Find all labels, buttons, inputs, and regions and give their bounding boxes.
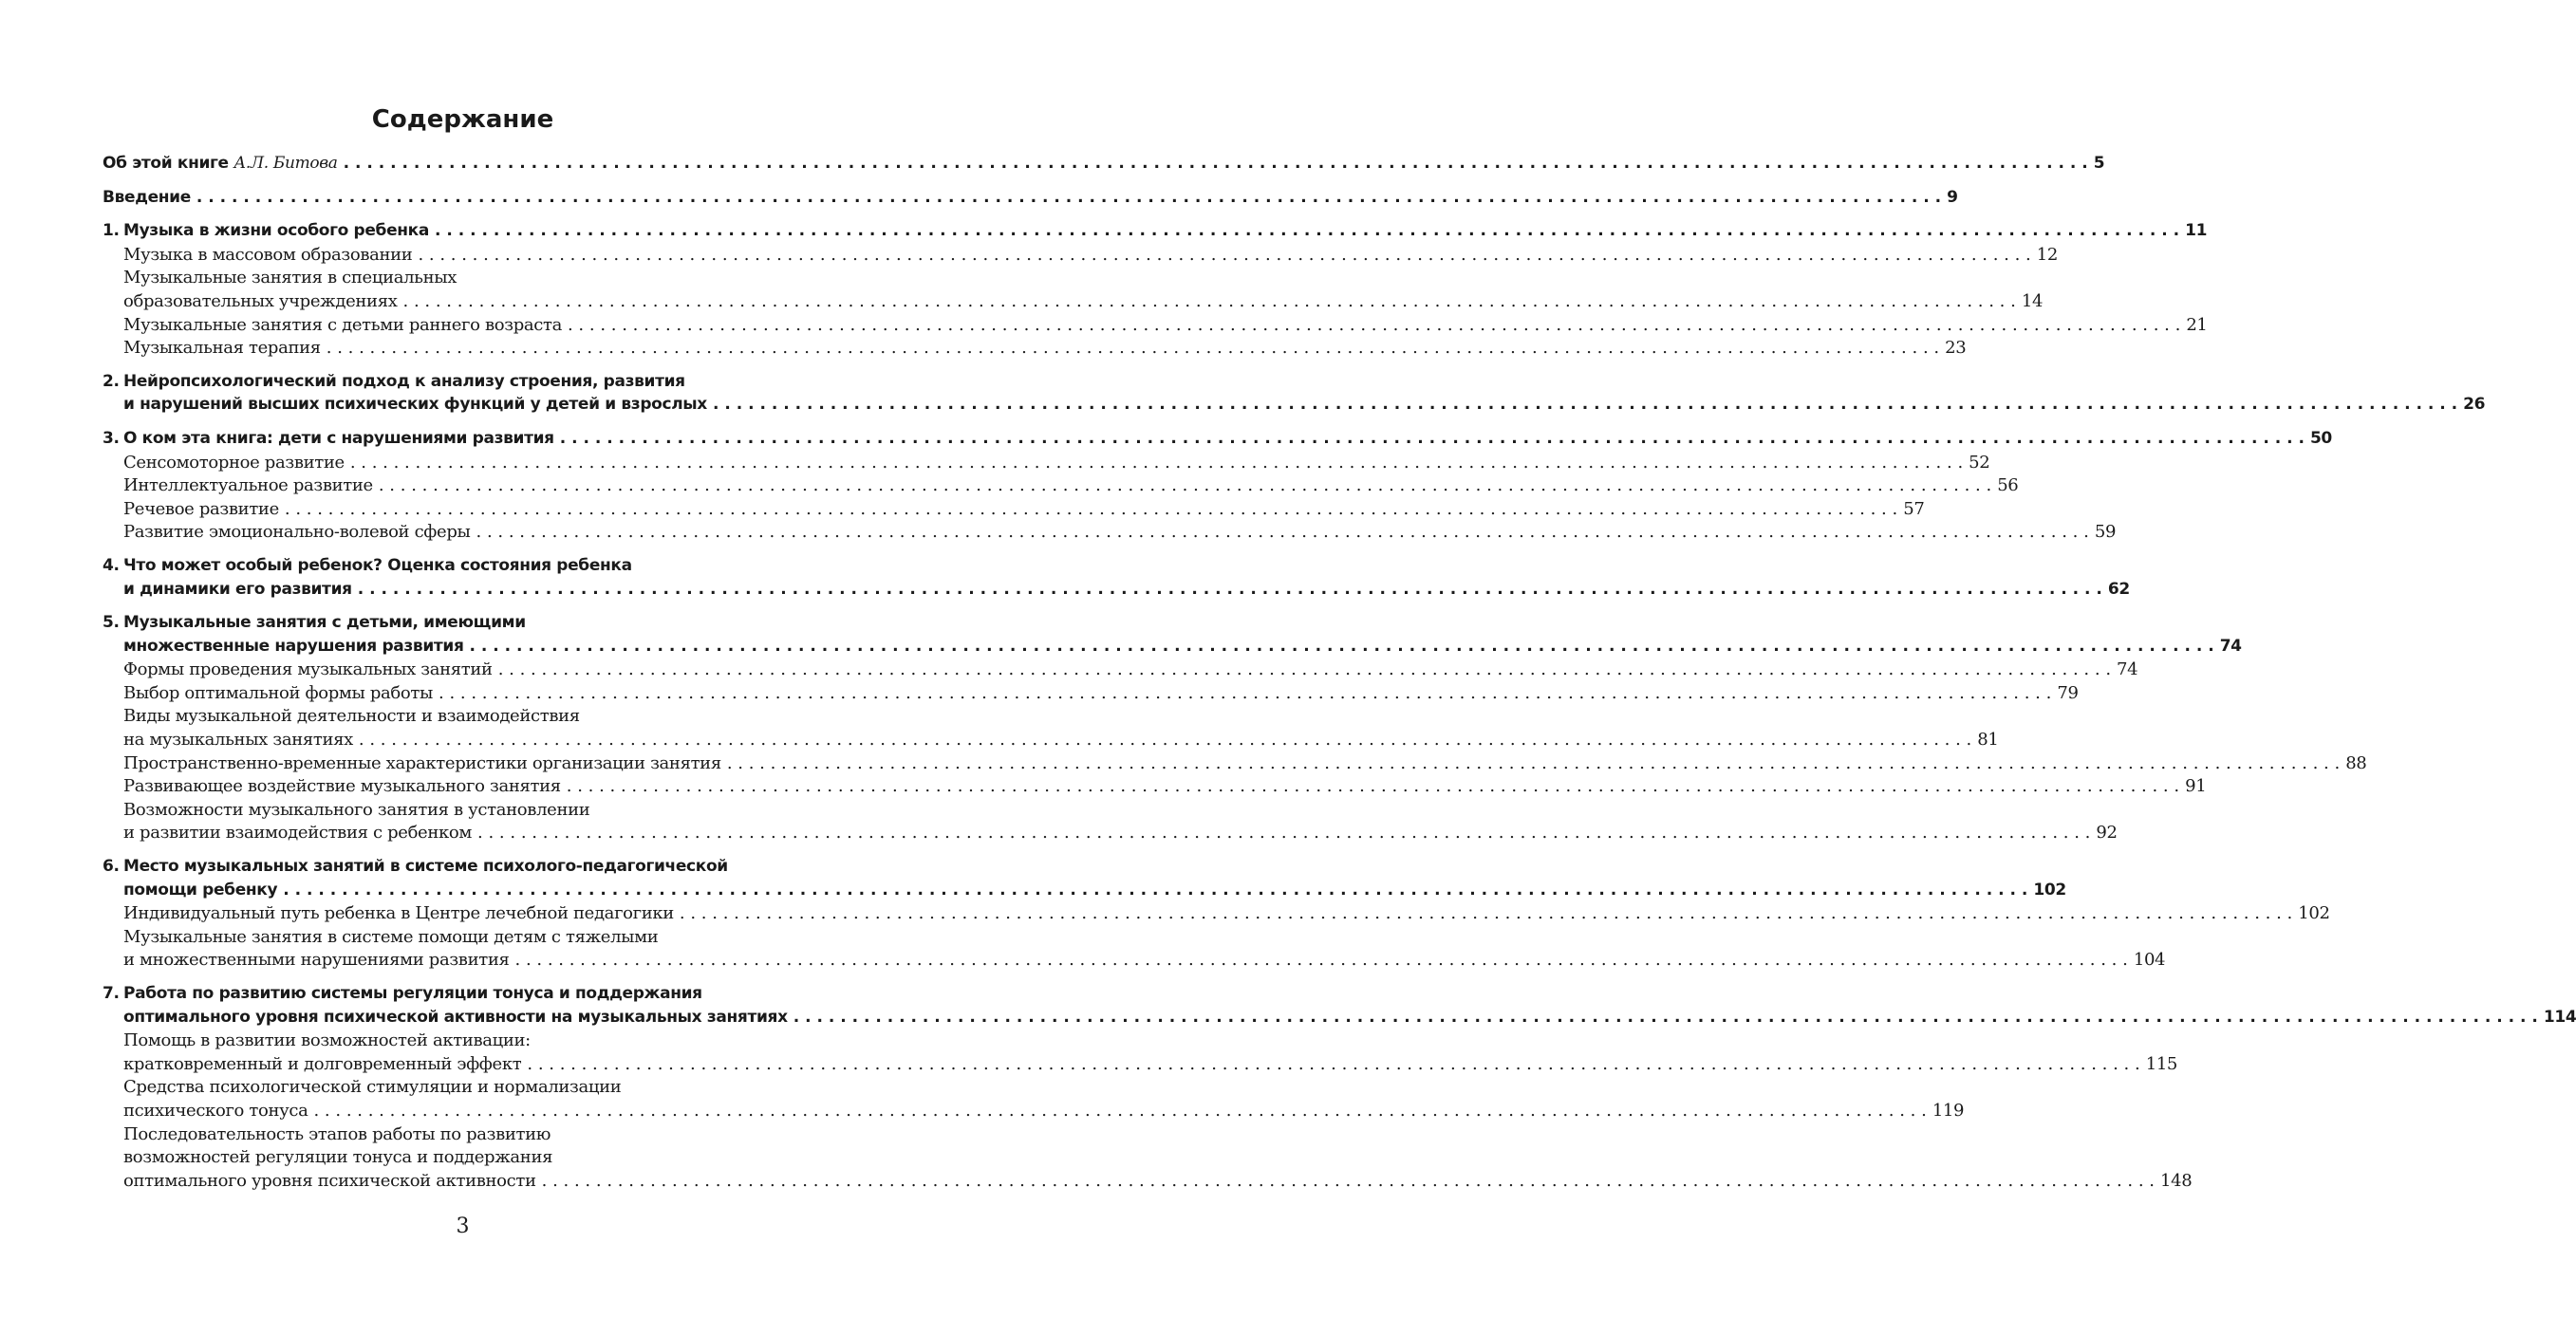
dot-leader: [338, 154, 2094, 173]
entry-text: Музыка в массовом образовании: [123, 244, 413, 265]
toc-entry-title: [123, 453, 345, 473]
toc-subsection-line: [103, 290, 2044, 315]
page-ref: 50: [2309, 428, 2332, 448]
toc-subsection-line: [103, 1100, 1965, 1124]
toc-entry-title: [123, 221, 429, 240]
toc-entry-title: [103, 188, 191, 207]
entry-text: на музыкальных занятиях: [123, 730, 353, 751]
entry-text: Музыкальные занятия в системе помощи детям с тяжелыми: [123, 926, 659, 947]
toc-entry-title: [123, 903, 674, 923]
page-ref: 21: [2186, 314, 2208, 335]
page-ref: 115: [2145, 1053, 2178, 1074]
toc-chapter-line: [103, 428, 2332, 453]
toc-subsection-line: [103, 452, 1990, 476]
toc-entry-title: [123, 730, 353, 750]
dot-leader: [373, 475, 1997, 495]
entry-text: и динамики его развития: [123, 579, 352, 599]
toc-entry-title: [123, 776, 561, 796]
dot-leader: [308, 1101, 1932, 1121]
chapter-number: 4.: [103, 555, 120, 575]
entry-text: возможностей регуляции тонуса и поддержания: [123, 1147, 553, 1168]
toc-subsection-line: [103, 268, 812, 291]
entry-text: Возможности музыкального занятия в установлении: [123, 799, 590, 820]
toc-subsection-line: [103, 903, 2330, 927]
dot-leader: [510, 950, 2134, 970]
toc-entry-title: [123, 580, 352, 599]
toc-chapter-line: [103, 221, 2208, 245]
toc-chapter-line: [103, 556, 812, 580]
toc-subsection-line: [103, 1053, 2178, 1078]
entry-text: Последовательность этапов работы по развитию: [123, 1123, 551, 1144]
entry-text: Об этой книге: [103, 154, 234, 173]
entry-text: психического тонуса: [123, 1100, 308, 1121]
dot-leader: [562, 315, 2186, 335]
toc-subsection-line: [103, 498, 1925, 523]
entry-text: и развитии взаимодействия с ребенком: [123, 823, 473, 844]
entry-text: Речевое развитие: [123, 498, 279, 519]
toc-subsection-line: [103, 706, 812, 730]
toc-chapter-line: [103, 636, 2242, 660]
entry-text: помощи ребенку: [123, 880, 278, 900]
chapter-number: 7.: [103, 984, 120, 1003]
toc-section: [103, 857, 2330, 974]
page-ref: 114: [2543, 1007, 2576, 1027]
dot-leader: [472, 823, 2096, 843]
entry-text: Выбор оптимальной формы работы: [123, 682, 433, 703]
toc-chapter-line: [103, 579, 2130, 603]
entry-text: Развивающее воздействие музыкального занятия: [123, 776, 561, 797]
entry-text: Место музыкальных занятий в системе психолого-педагогической: [123, 857, 728, 877]
toc-entry-title: [123, 683, 433, 703]
toc-entry-title: [123, 706, 580, 726]
dot-leader: [707, 395, 2463, 414]
toc-entry-title: [123, 1030, 531, 1050]
dot-leader: [191, 188, 1947, 207]
toc-entry-title: [123, 1077, 621, 1097]
toc-chapter-line: [103, 613, 812, 637]
entry-author: А.Л. Битова: [233, 154, 338, 173]
entry-text: Музыкальные занятия в специальных: [123, 268, 457, 288]
toc-subsection-line: [103, 950, 2166, 974]
toc-entry-title: [123, 881, 277, 900]
page-ref: 52: [1969, 452, 1990, 473]
dot-leader: [493, 659, 2117, 679]
dot-leader: [471, 522, 2095, 542]
entry-text: Формы проведения музыкальных занятий: [123, 659, 493, 680]
page-ref: 59: [2094, 522, 2117, 543]
toc-entry-title: [123, 984, 702, 1003]
toc-subsection-line: [103, 1077, 812, 1101]
toc-entry-title: [123, 950, 510, 970]
toc-subsection-line: [103, 1147, 812, 1171]
page-ref: 62: [2107, 579, 2130, 599]
dot-leader: [345, 453, 1969, 473]
page-ref: 23: [1945, 338, 1967, 359]
chapter-number: 6.: [103, 857, 120, 877]
toc-subsection-line: [103, 1124, 812, 1148]
page-ref: 102: [2298, 903, 2330, 924]
entry-text: образовательных учреждениях: [123, 290, 398, 311]
toc-entry-title: [103, 154, 338, 173]
toc-chapter-line: [103, 154, 2105, 177]
page-ref: 81: [1977, 730, 1999, 751]
toc-subsection-line: [103, 659, 2138, 683]
chapter-number: 3.: [103, 428, 120, 448]
toc-chapter-line: [103, 1007, 2576, 1031]
toc-entry-title: [123, 372, 685, 391]
toc-entry-title: [123, 927, 658, 947]
toc-entry-title: [123, 315, 562, 335]
page-ref: 119: [1932, 1100, 1965, 1121]
entry-text: Введение: [103, 187, 191, 207]
dot-leader: [352, 580, 2108, 599]
toc-entry-title: [123, 395, 707, 414]
toc-subsection-line: [103, 338, 1967, 362]
toc-subsection-line: [103, 823, 2118, 846]
entry-text: Помощь в развитии возможностей активации:: [123, 1030, 531, 1051]
dot-leader: [554, 429, 2310, 448]
entry-text: Виды музыкальной деятельности и взаимодействия: [123, 706, 580, 727]
chapter-number: 1.: [103, 221, 120, 241]
dot-leader: [433, 683, 2057, 703]
toc-chapter-line: [103, 984, 812, 1008]
entry-text: Индивидуальный путь ребенка в Центре лечебной педагогики: [123, 903, 674, 924]
toc-chapter-line: [103, 880, 2066, 904]
page-ref: 88: [2345, 752, 2367, 773]
dot-leader: [398, 291, 2022, 311]
toc-section: [103, 371, 2486, 418]
toc-section: [103, 187, 1958, 212]
toc-subsection-line: [103, 800, 812, 824]
toc-subsection-line: [103, 1030, 812, 1054]
toc-entry-title: [123, 613, 526, 632]
entry-text: оптимального уровня психической активности на музыкальных занятиях: [123, 1007, 788, 1027]
dot-leader: [321, 338, 1945, 358]
entry-text: Работа по развитию системы регуляции тонуса и поддержания: [123, 984, 702, 1003]
dot-leader: [536, 1171, 2160, 1191]
page-ref: 14: [2021, 290, 2044, 311]
toc-entry-title: [123, 556, 632, 575]
entry-text: и множественными нарушениями развития: [123, 950, 510, 971]
toc-entry-title: [123, 753, 721, 773]
toc-entry-title: [123, 499, 279, 519]
toc-entry-title: [123, 659, 493, 679]
toc-subsection-line: [103, 475, 2019, 499]
toc-section: [103, 221, 2208, 362]
page-number: 3: [456, 1215, 470, 1238]
dot-leader: [464, 637, 2220, 656]
table-of-contents: [103, 154, 2576, 1204]
toc-subsection-line: [103, 776, 2207, 800]
toc-section: [103, 984, 2576, 1194]
entry-text: Музыкальные занятия с детьми, имеющими: [123, 613, 526, 633]
entry-text: Сенсомоторное развитие: [123, 452, 345, 473]
toc-entry-title: [123, 857, 728, 876]
entry-text: Пространственно-временные характеристики организации занятия: [123, 752, 721, 773]
page-ref: 102: [2033, 880, 2066, 900]
entry-text: кратковременный и долговременный эффект: [123, 1053, 522, 1074]
toc-entry-title: [123, 637, 464, 656]
toc-entry-title: [123, 800, 589, 820]
page-ref: 57: [1903, 498, 1925, 519]
page-ref: 11: [2185, 221, 2208, 241]
toc-entry-title: [123, 522, 471, 542]
toc-entry-title: [123, 245, 412, 265]
dot-leader: [277, 881, 2033, 900]
dot-leader: [353, 730, 1977, 750]
toc-section: [103, 555, 2130, 603]
toc-entry-title: [123, 823, 472, 843]
toc-section: [103, 613, 2367, 846]
toc-subsection-line: [103, 682, 2079, 707]
entry-text: Что может особый ребенок? Оценка состояния ребенка: [123, 555, 632, 575]
toc-subsection-line: [103, 244, 2058, 269]
page-ref: 92: [2096, 823, 2118, 844]
chapter-number: 5.: [103, 613, 120, 633]
page-ref: 148: [2160, 1170, 2193, 1191]
entry-text: Музыкальные занятия с детьми раннего возраста: [123, 314, 562, 335]
page-ref: 79: [2057, 682, 2079, 703]
toc-entry-title: [123, 1147, 552, 1167]
dot-leader: [412, 245, 2036, 265]
page-ref: 104: [2133, 950, 2166, 971]
toc-subsection-line: [103, 730, 1999, 753]
entry-text: множественные нарушения развития: [123, 636, 464, 656]
toc-entry-title: [123, 1171, 536, 1191]
toc-entry-title: [123, 268, 457, 288]
toc-subsection-line: [103, 522, 2117, 546]
entry-text: Средства психологической стимуляции и нормализации: [123, 1077, 622, 1098]
dot-leader: [788, 1008, 2544, 1027]
toc-entry-title: [123, 291, 398, 311]
toc-entry-title: [123, 1124, 551, 1144]
dot-leader: [279, 499, 1903, 519]
page-ref: 74: [2117, 659, 2138, 680]
entry-text: Музыкальная терапия: [123, 338, 321, 359]
entry-text: Музыка в жизни особого ребенка: [123, 221, 429, 241]
page-ref: 5: [2093, 154, 2105, 173]
page-ref: 9: [1947, 187, 1958, 207]
page-ref: 91: [2185, 776, 2207, 797]
toc-subsection-line: [103, 1170, 2193, 1195]
entry-text: оптимального уровня психической активности: [123, 1170, 536, 1191]
entry-text: Развитие эмоционально-волевой сферы: [123, 522, 471, 543]
page-ref: 56: [1997, 475, 2019, 496]
toc-chapter-line: [103, 857, 812, 881]
entry-text: Нейропсихологический подход к анализу строения, развития: [123, 371, 685, 391]
toc-entry-title: [123, 1008, 788, 1027]
page-ref: 74: [2219, 636, 2242, 656]
toc-subsection-line: [103, 314, 2208, 339]
toc-entry-title: [123, 475, 373, 495]
toc-entry-title: [123, 338, 321, 358]
toc-subsection-line: [103, 927, 812, 951]
entry-text: и нарушений высших психических функций у детей и взрослых: [123, 395, 707, 415]
entry-text: Интеллектуальное развитие: [123, 475, 373, 496]
toc-chapter-line: [103, 372, 812, 396]
toc-chapter-line: [103, 187, 1958, 212]
toc-subsection-line: [103, 752, 2367, 777]
toc-chapter-line: [103, 395, 2486, 418]
dot-leader: [561, 776, 2185, 796]
entry-text: О ком эта книга: дети с нарушениями развития: [123, 428, 554, 448]
toc-section: [103, 428, 2332, 546]
chapter-number: 2.: [103, 371, 120, 391]
toc-section: [103, 154, 2105, 177]
dot-leader: [521, 1054, 2145, 1074]
page-ref: 12: [2036, 244, 2058, 265]
toc-entry-title: [123, 1101, 308, 1121]
dot-leader: [674, 903, 2298, 923]
dot-leader: [429, 221, 2185, 240]
toc-entry-title: [123, 1054, 521, 1074]
toc-entry-title: [123, 429, 554, 448]
dot-leader: [721, 753, 2345, 773]
page-title: Содержание: [371, 105, 554, 134]
page-ref: 26: [2463, 395, 2486, 415]
